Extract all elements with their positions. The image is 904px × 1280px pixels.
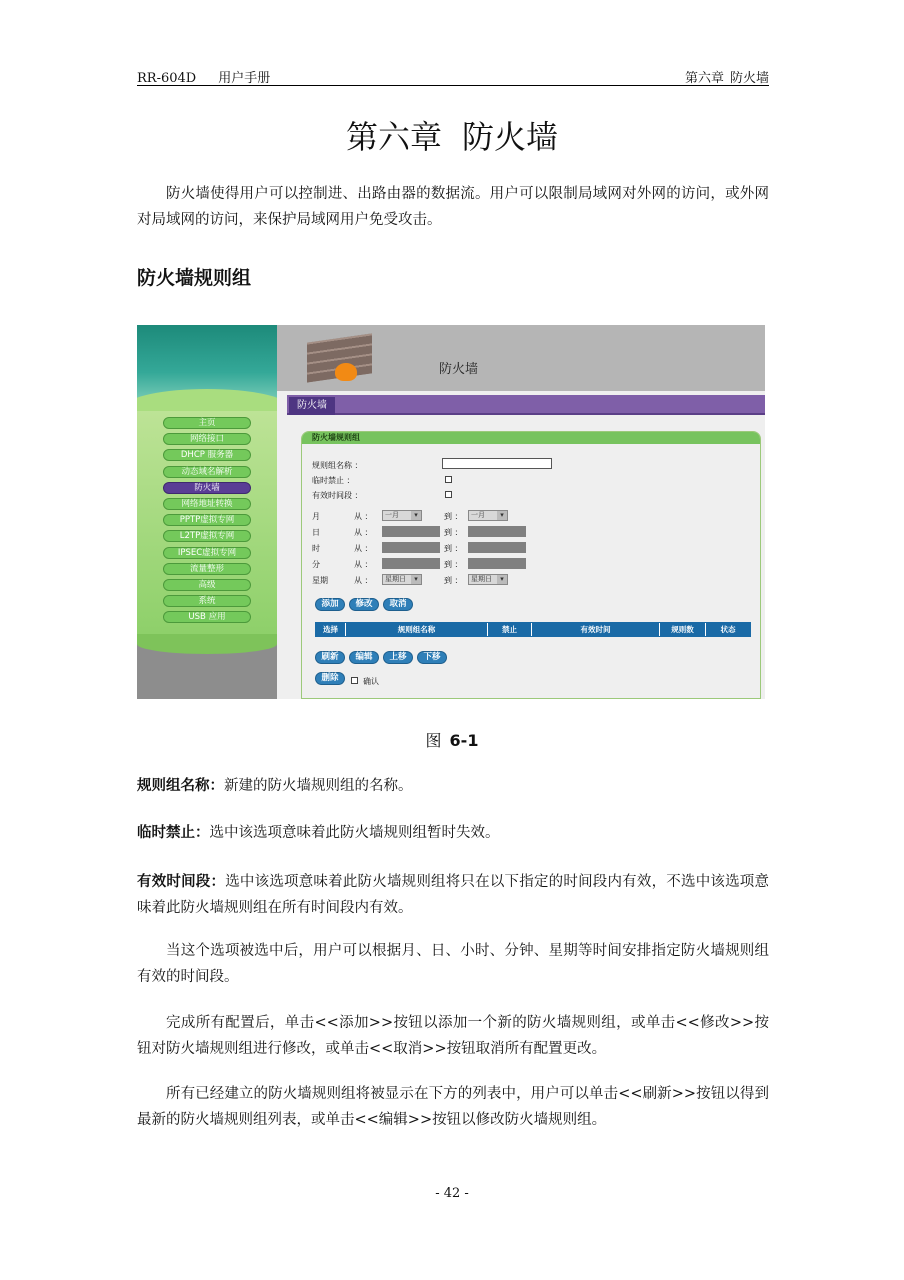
tab-bar bbox=[287, 395, 765, 415]
time-label: 有效时间段 ： bbox=[312, 491, 363, 500]
figure-screenshot bbox=[137, 325, 765, 699]
col-rule-count: 规则数 bbox=[660, 623, 706, 636]
sidebar-grass bbox=[137, 634, 277, 654]
month-to-select[interactable]: 一月 ▾ bbox=[468, 510, 508, 521]
month-from-select[interactable]: 一月 ▾ bbox=[382, 510, 422, 521]
banner bbox=[277, 325, 765, 391]
month-from-label: 从 ： bbox=[354, 512, 373, 521]
sidebar-menu bbox=[137, 411, 277, 634]
body-paragraph-1: 当这个选项被选中后，用户可以根据月、日、小时、分钟、星期等时间安排指定防火墙规则组有效的时间段。 bbox=[137, 943, 769, 985]
col-disable: 禁止 bbox=[488, 623, 532, 636]
definition-time-term: 有效时间段： bbox=[137, 873, 226, 890]
sidebar-item-dhcp[interactable]: DHCP 服务器 bbox=[163, 449, 251, 461]
body-paragraph-2: 完成所有配置后，单击<<添加>>按钮以添加一个新的防火墙规则组，或单击<<修改>>按钮对防火墙规则组进行修改，或单击<<取消>>按钮取消所有配置更改。 bbox=[137, 1015, 769, 1057]
minute-from-label: 从 ： bbox=[354, 560, 373, 569]
sidebar bbox=[137, 325, 277, 699]
header-model: RR-604D bbox=[137, 71, 197, 86]
chapter-number: 第六章 bbox=[345, 118, 442, 156]
col-time: 有效时间 bbox=[532, 623, 660, 636]
minute-to-select[interactable] bbox=[468, 558, 526, 569]
confirm-checkbox[interactable] bbox=[351, 677, 358, 684]
caption-prefix: 图 bbox=[425, 731, 442, 750]
edit-button[interactable]: 编辑 bbox=[349, 651, 379, 664]
flame-icon bbox=[335, 363, 357, 381]
sidebar-item-traffic[interactable]: 流量整形 bbox=[163, 563, 251, 575]
hour-from-label: 从 ： bbox=[354, 544, 373, 553]
weekday-to-label: 到 ： bbox=[444, 576, 463, 585]
disable-label: 临时禁止 ： bbox=[312, 476, 355, 485]
definition-time-text: 选中该选项意味着此防火墙规则组将只在以下指定的时间段内有效，不选中该选项意味着此防火墙规则组在所有时间段内有效。 bbox=[137, 874, 770, 916]
minute-label: 分 bbox=[312, 560, 320, 569]
sidebar-item-system[interactable]: 系统 bbox=[163, 595, 251, 607]
page-number: - 42 - bbox=[435, 1186, 469, 1201]
chapter-title bbox=[0, 112, 904, 158]
definition-disable bbox=[137, 820, 769, 846]
hour-label: 时 bbox=[312, 544, 320, 553]
header-chapter-name: 防火墙 bbox=[729, 71, 769, 86]
sidebar-item-home[interactable]: 主页 bbox=[163, 417, 251, 429]
minute-from-select[interactable] bbox=[382, 558, 440, 569]
panel-title: 防火墙规则组 bbox=[302, 432, 760, 444]
day-to-label: 到 ： bbox=[444, 528, 463, 537]
intro-paragraph: 防火墙使得用户可以控制进、出路由器的数据流。用户可以限制局域网对外网的访问，或外网对局域网的访问，来保护局域网用户免受攻击。 bbox=[137, 186, 769, 228]
weekday-label: 星期 bbox=[312, 576, 328, 585]
confirm-label: 确认 bbox=[363, 677, 379, 686]
definition-name-text: 新建的防火墙规则组的名称。 bbox=[224, 778, 413, 794]
delete-button[interactable]: 删除 bbox=[315, 672, 345, 685]
sidebar-item-l2tp[interactable]: L2TP虚拟专网 bbox=[163, 530, 251, 542]
figure-caption bbox=[0, 728, 904, 751]
col-status: 状态 bbox=[720, 625, 736, 634]
definition-disable-text: 选中该选项意味着此防火墙规则组暂时失效。 bbox=[209, 825, 500, 841]
section-title: 防火墙规则组 bbox=[137, 267, 252, 289]
tab-firewall[interactable]: 防火墙 bbox=[289, 397, 335, 415]
modify-button[interactable]: 修改 bbox=[349, 598, 379, 611]
hour-to-label: 到 ： bbox=[444, 544, 463, 553]
move-up-button[interactable]: 上移 bbox=[383, 651, 413, 664]
banner-title: 防火墙 bbox=[439, 362, 479, 377]
chapter-name: 防火墙 bbox=[462, 118, 559, 156]
sidebar-item-usb[interactable]: USB 应用 bbox=[163, 611, 251, 623]
definition-time bbox=[137, 869, 769, 921]
time-checkbox[interactable] bbox=[445, 491, 452, 498]
main-area bbox=[277, 325, 765, 699]
sidebar-item-ipsec[interactable]: IPSEC虚拟专网 bbox=[163, 547, 251, 559]
body-paragraph-3: 所有已经建立的防火墙规则组将被显示在下方的列表中，用户可以单击<<刷新>>按钮以得到最新的防火墙规则组列表，或单击<<编辑>>按钮以修改防火墙规则组。 bbox=[137, 1086, 769, 1128]
weekday-from-select[interactable]: 星期日 ▾ bbox=[382, 574, 422, 585]
col-select: 选择 bbox=[316, 623, 346, 636]
hour-to-select[interactable] bbox=[468, 542, 526, 553]
month-to-label: 到 ： bbox=[444, 512, 463, 521]
hour-from-select[interactable] bbox=[382, 542, 440, 553]
definition-disable-term: 临时禁止： bbox=[137, 824, 210, 841]
weekday-to-select[interactable]: 星期日 ▾ bbox=[468, 574, 508, 585]
refresh-button[interactable]: 刷新 bbox=[315, 651, 345, 664]
day-to-select[interactable] bbox=[468, 526, 526, 537]
add-button[interactable]: 添加 bbox=[315, 598, 345, 611]
sidebar-item-ddns[interactable]: 动态域名解析 bbox=[163, 466, 251, 478]
sidebar-item-firewall[interactable]: 防火墙 bbox=[163, 482, 251, 494]
minute-to-label: 到 ： bbox=[444, 560, 463, 569]
caption-number: 6-1 bbox=[449, 731, 479, 750]
cancel-button[interactable]: 取消 bbox=[383, 598, 413, 611]
rule-group-table-header bbox=[315, 622, 751, 637]
day-from-label: 从 ： bbox=[354, 528, 373, 537]
definition-name-term: 规则组名称： bbox=[137, 777, 224, 794]
header-left bbox=[137, 67, 270, 86]
move-down-button[interactable]: 下移 bbox=[417, 651, 447, 664]
page-header bbox=[137, 66, 769, 86]
header-right bbox=[685, 67, 769, 86]
name-label: 规则组名称 ： bbox=[312, 461, 363, 470]
col-name: 规则组名称 bbox=[346, 623, 488, 636]
rule-group-name-input[interactable] bbox=[442, 458, 552, 469]
day-label: 日 bbox=[312, 528, 320, 537]
sidebar-item-advanced[interactable]: 高级 bbox=[163, 579, 251, 591]
sidebar-item-nat[interactable]: 网络地址转换 bbox=[163, 498, 251, 510]
day-from-select[interactable] bbox=[382, 526, 440, 537]
definition-name bbox=[137, 773, 769, 799]
rule-group-panel bbox=[301, 431, 761, 699]
header-manual: 用户手册 bbox=[218, 71, 271, 86]
month-label: 月 bbox=[312, 512, 320, 521]
sidebar-item-pptp[interactable]: PPTP虚拟专网 bbox=[163, 514, 251, 526]
disable-checkbox[interactable] bbox=[445, 476, 452, 483]
sidebar-item-network[interactable]: 网络接口 bbox=[163, 433, 251, 445]
weekday-from-label: 从 ： bbox=[354, 576, 373, 585]
header-chapter-no: 第六章 bbox=[684, 71, 724, 86]
